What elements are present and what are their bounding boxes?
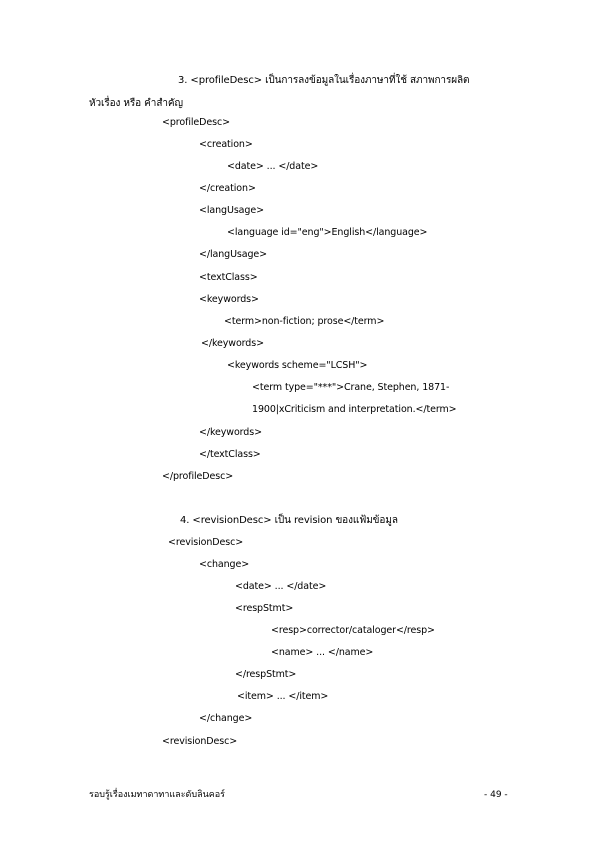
code-line-textclass-open: <textClass> — [199, 272, 258, 283]
code-line-revisiondesc-close: <revisionDesc> — [162, 736, 238, 747]
code-line-revisiondesc-open: <revisionDesc> — [168, 537, 244, 548]
code-line-item: <item> ... </item> — [237, 691, 329, 702]
code-line-keywords-open: <keywords> — [199, 294, 259, 305]
code-line-langusage-open: <langUsage> — [199, 205, 264, 216]
code-line-term-type-continued: 1900|xCriticism and interpretation.</term> — [252, 404, 457, 415]
code-line-name: <name> ... </name> — [271, 647, 374, 658]
code-line-textclass-close: </textClass> — [199, 449, 261, 460]
code-line-creation-close: </creation> — [199, 183, 256, 194]
code-line-creation-open: <creation> — [199, 139, 253, 150]
code-line-respstmt-open: <respStmt> — [235, 603, 294, 614]
code-line-term-nonfiction: <term>non-fiction; prose</term> — [224, 316, 385, 327]
code-line-keywords-close: </keywords> — [201, 338, 264, 349]
page-number: - 49 - — [484, 790, 508, 800]
code-line-profiledesc-close: </profileDesc> — [162, 471, 234, 482]
code-line-respstmt-close: </respStmt> — [235, 669, 297, 680]
code-line-change-date: <date> ... </date> — [235, 581, 327, 592]
code-line-change-close: </change> — [199, 713, 253, 724]
footer-title: รอบรู้เรื่องเมทาดาทาและดับลินคอร์ — [89, 790, 226, 800]
code-line-term-type: <term type="***">Crane, Stephen, 1871- — [252, 382, 450, 393]
code-line-keywords-scheme: <keywords scheme="LCSH"> — [227, 360, 368, 371]
code-line-resp: <resp>corrector/cataloger</resp> — [271, 625, 435, 636]
code-line-date: <date> ... </date> — [227, 161, 319, 172]
code-line-profiledesc-open: <profileDesc> — [162, 117, 230, 128]
section-3-heading-continued: หัวเรื่อง หรือ คำสำคัญ — [89, 98, 183, 109]
code-line-language: <language id="eng">English</language> — [227, 227, 428, 238]
code-line-change-open: <change> — [199, 559, 250, 570]
code-line-langusage-close: </langUsage> — [199, 249, 268, 260]
code-line-keywords-close-2: </keywords> — [199, 427, 262, 438]
section-3-heading: 3. <profileDesc> เป็นการลงข้อมูลในเรื่องภาษาที่ใช้ สภาพการผลิต — [178, 75, 470, 86]
section-4-heading: 4. <revisionDesc> เป็น revision ของแฟ้มข้อมูล — [180, 515, 398, 526]
